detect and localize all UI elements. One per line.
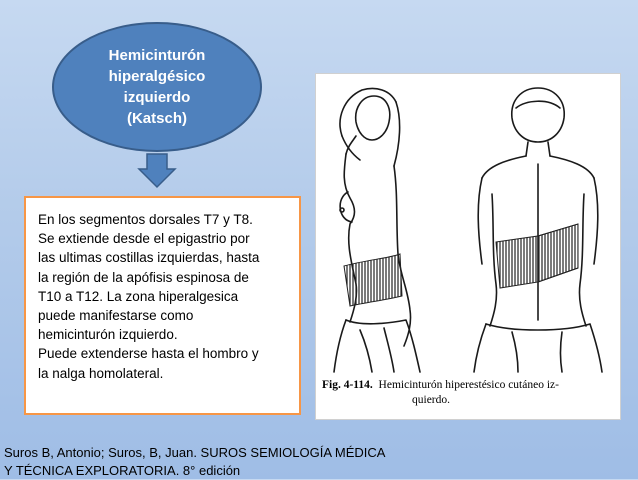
hemicinturon-band-back xyxy=(496,236,538,288)
body-illustration xyxy=(316,74,622,374)
description-line: Puede extenderse hasta el hombro y xyxy=(38,346,259,362)
back-view-figure xyxy=(474,88,602,372)
figure-label: Fig. 4-114. xyxy=(322,379,373,391)
description-line: hemicinturón izquierdo. xyxy=(38,327,178,343)
down-arrow-icon xyxy=(137,153,177,189)
title-line-2: hiperalgésico xyxy=(108,68,206,85)
hemicinturon-band-side xyxy=(344,254,402,306)
description-line: puede manifestarse como xyxy=(38,308,194,324)
title-line-4: (Katsch) xyxy=(126,110,187,127)
figure-caption-line-2: quierdo. xyxy=(412,394,451,406)
medical-figure xyxy=(315,73,621,420)
title-line-3: izquierdo xyxy=(123,89,191,106)
source-line-1: Suros B, Antonio; Suros, B, Juan. SUROS SEMIOLOGÍA MÉDICA xyxy=(4,445,386,460)
title-oval xyxy=(52,22,262,152)
description-line: las ultimas costillas izquierdas, hasta xyxy=(38,250,260,266)
source-citation xyxy=(4,444,634,480)
description-line: la nalga homolateral. xyxy=(38,365,164,381)
source-line-2: Y TÉCNICA EXPLORATORIA. 8° edición xyxy=(4,463,241,478)
description-line: En los segmentos dorsales T7 y T8. xyxy=(38,212,253,227)
description-box xyxy=(24,196,301,415)
figure-caption-line-1: Hemicinturón hiperestésico cutáneo iz- xyxy=(378,379,559,391)
side-view-figure xyxy=(334,89,420,373)
title-line-1: Hemicinturón xyxy=(108,47,206,64)
description-line: la región de la apófisis espinosa de xyxy=(38,269,249,285)
description-line: Se extiende desde el epigastrio por xyxy=(38,231,250,247)
description-line: T10 a T12. La zona hiperalgesica xyxy=(38,288,239,304)
